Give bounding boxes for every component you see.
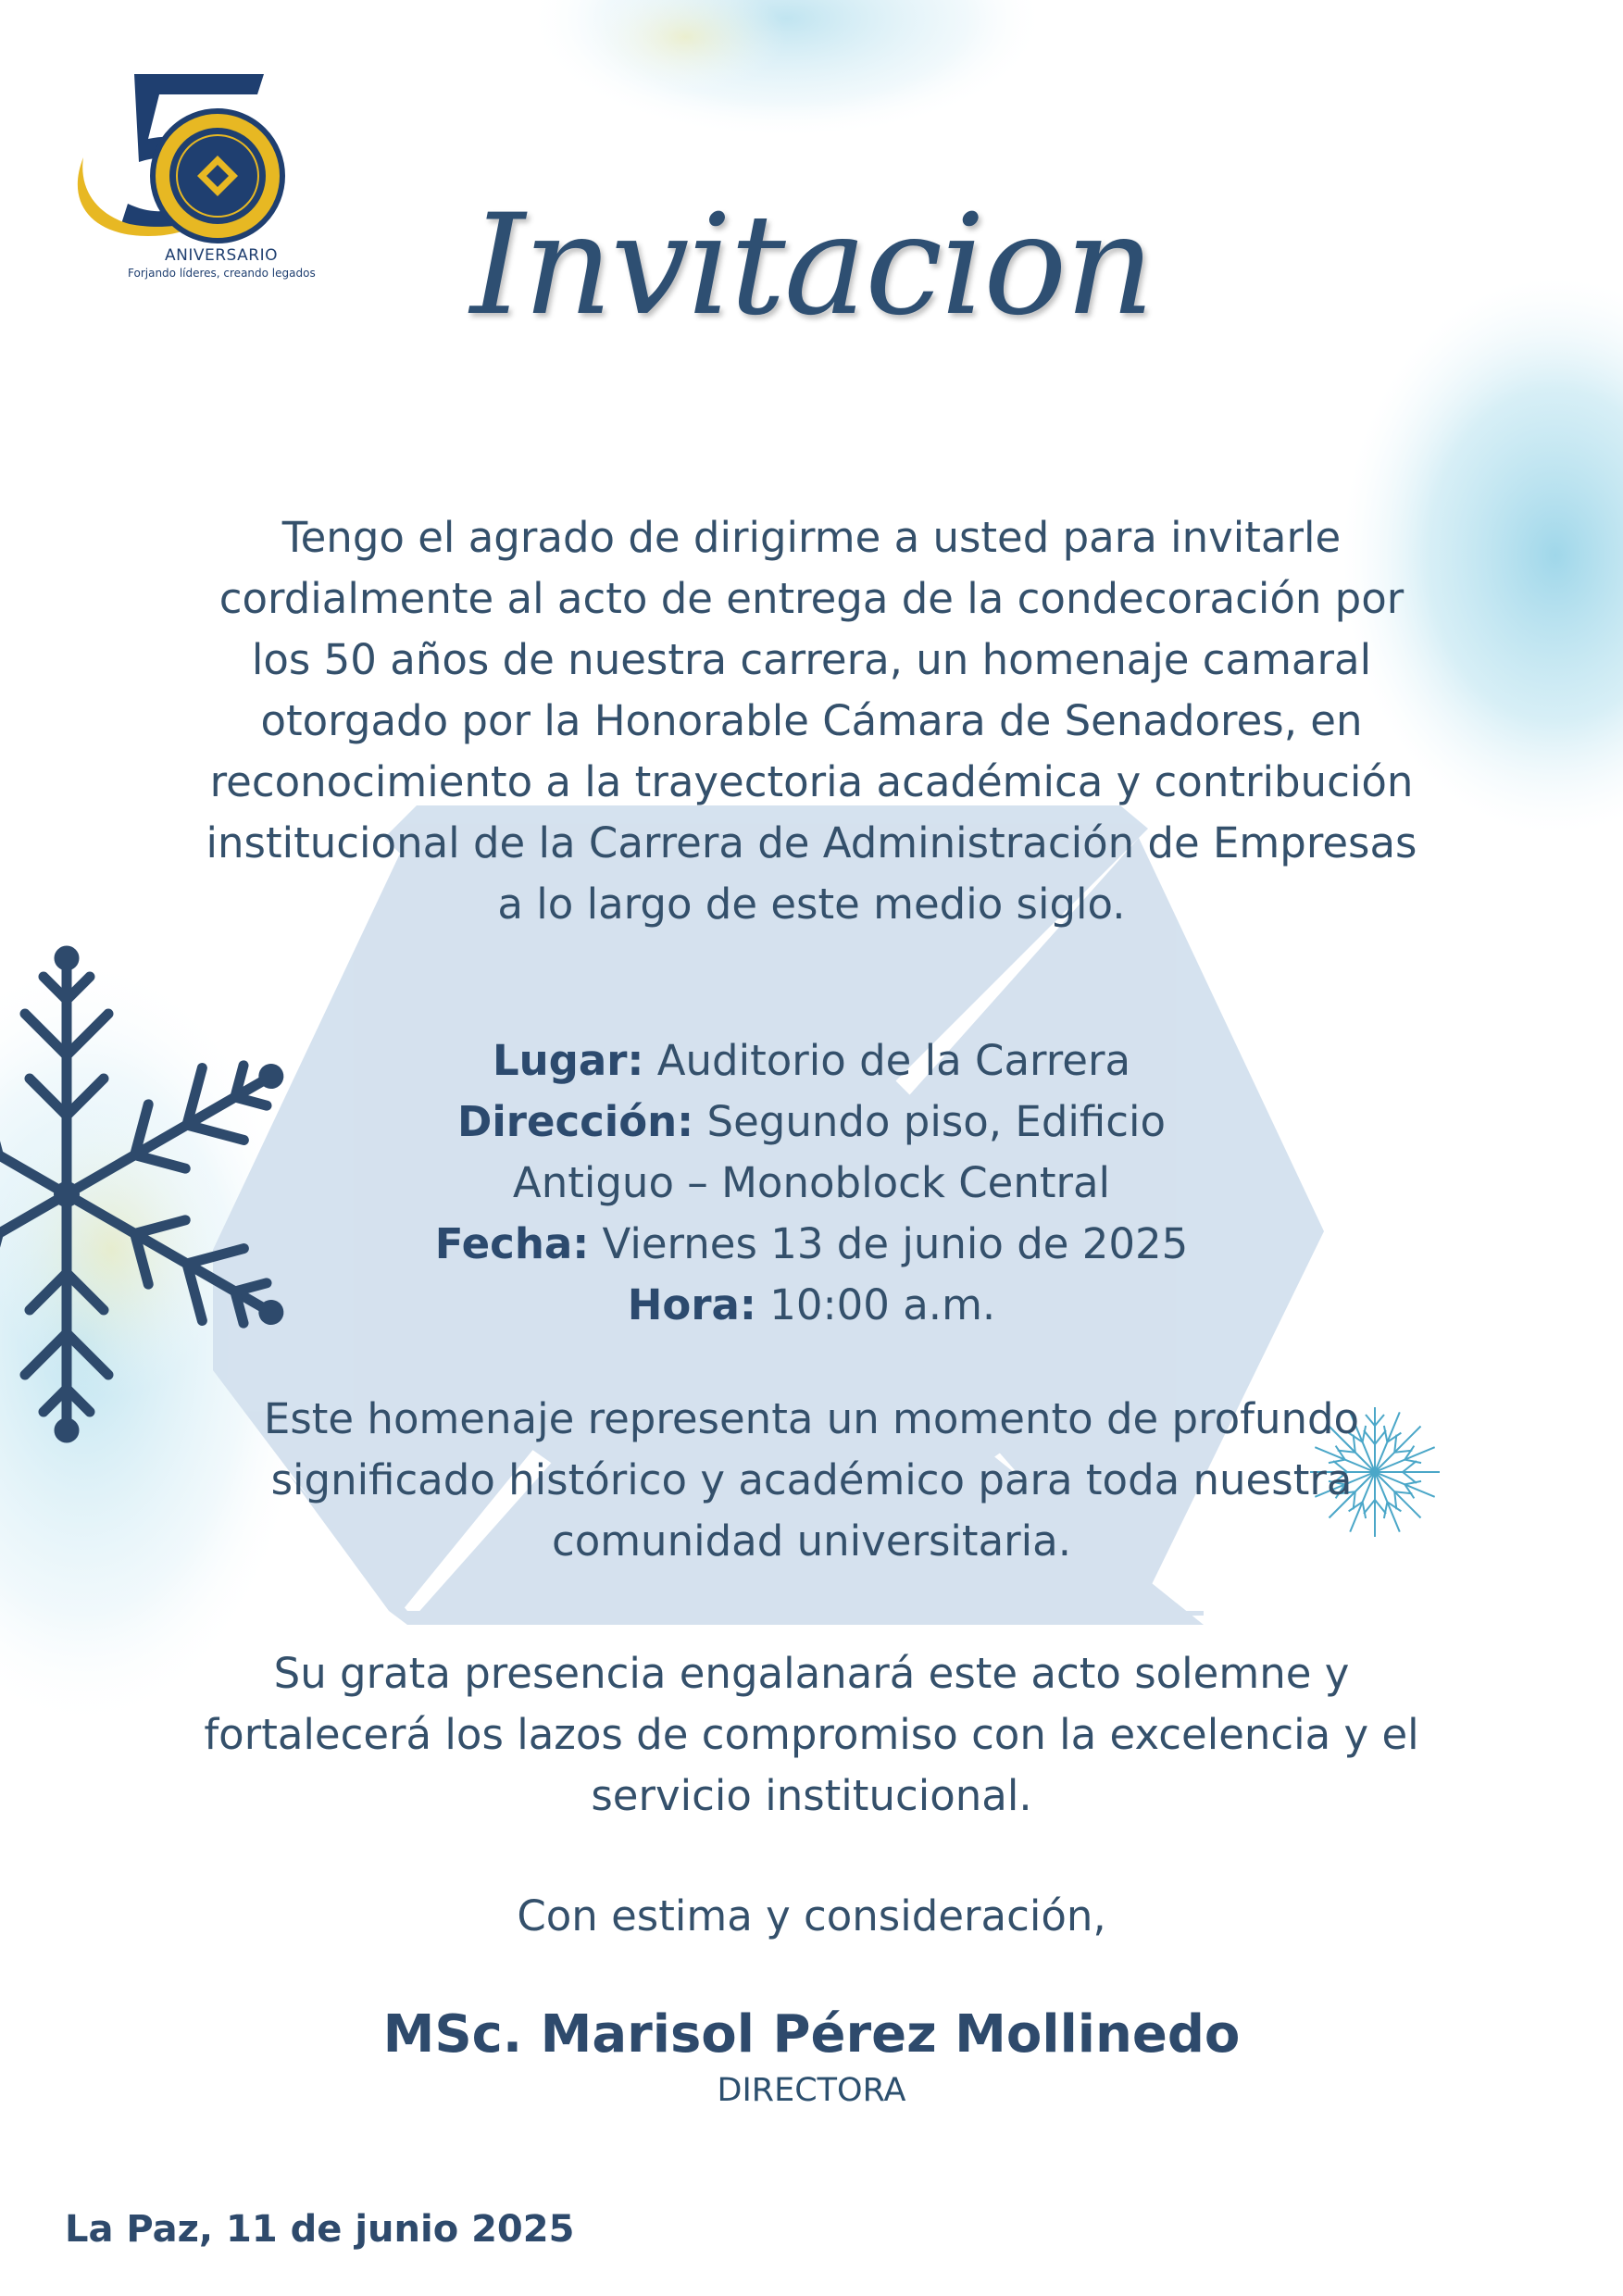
date-value: Viernes 13 de junio de 2025	[602, 1219, 1189, 1268]
address-label: Dirección:	[456, 1097, 694, 1146]
detail-date	[0, 1214, 1623, 1275]
significance-paragraph	[0, 1389, 1623, 1572]
detail-address	[0, 1092, 1623, 1153]
text-line: a lo largo de este medio siglo.	[497, 880, 1126, 929]
text-line: Tengo el agrado de dirigirme a usted para invitarle	[281, 513, 1342, 562]
text-line: los 50 años de nuestra carrera, un homenaje camaral	[251, 635, 1372, 684]
detail-address-continued	[0, 1153, 1623, 1214]
date-label: Fecha:	[434, 1219, 590, 1268]
text-line: significado histórico y académico para toda nuestra	[270, 1455, 1353, 1504]
place-value: Auditorio de la Carrera	[656, 1036, 1131, 1085]
closing-line: Con estima y consideración,	[517, 1891, 1106, 1940]
text-line: Su grata presencia engalanará este acto solemne y	[273, 1649, 1350, 1698]
event-details	[0, 1030, 1623, 1336]
time-value: 10:00 a.m.	[769, 1280, 996, 1329]
logo-anniversary-label: ANIVERSARIO	[165, 246, 278, 265]
signatory-name: MSc. Marisol Pérez Mollinedo	[382, 2004, 1241, 2065]
address-value-continued: Antiguo – Monoblock Central	[512, 1158, 1111, 1207]
presence-paragraph	[0, 1643, 1623, 1827]
signatory-role: DIRECTORA	[717, 2072, 906, 2109]
address-value: Segundo piso, Edificio	[706, 1097, 1167, 1146]
logo-tagline: Forjando líderes, creando legados	[128, 267, 316, 280]
text-line: fortalecerá los lazos de compromiso con la excelencia y el	[204, 1710, 1419, 1759]
text-line: cordialmente al acto de entrega de la condecoración por	[218, 574, 1405, 623]
text-line: reconocimiento a la trayectoria académica y contribución	[209, 757, 1414, 806]
time-label: Hora:	[627, 1280, 756, 1329]
text-line: otorgado por la Honorable Cámara de Senadores, en	[260, 696, 1363, 745]
text-line: Este homenaje representa un momento de profundo	[263, 1394, 1360, 1443]
detail-time	[0, 1275, 1623, 1336]
text-line: institucional de la Carrera de Administración de Empresas	[206, 818, 1417, 867]
place-date: La Paz, 11 de junio 2025	[65, 2208, 575, 2251]
text-line: servicio institucional.	[591, 1771, 1032, 1820]
text-line: comunidad universitaria.	[551, 1516, 1072, 1566]
invitation-paragraph	[0, 507, 1623, 935]
detail-place	[0, 1030, 1623, 1092]
place-label: Lugar:	[492, 1036, 644, 1085]
page-title: Invitacion	[469, 185, 1154, 346]
